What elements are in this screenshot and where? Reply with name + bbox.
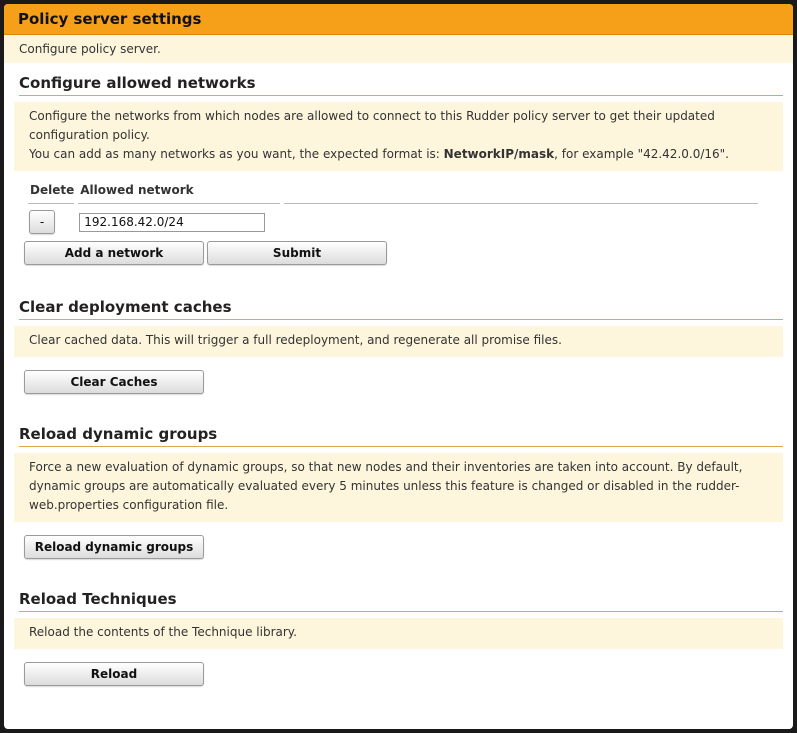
delete-cell	[28, 204, 74, 235]
col-delete: Delete	[28, 179, 74, 204]
network-cell	[78, 204, 280, 235]
groups-heading: Reload dynamic groups	[19, 425, 783, 447]
col-allowed-network: Allowed network	[78, 179, 280, 204]
table-row	[28, 204, 758, 235]
networks-table-header	[28, 179, 758, 204]
reload-techniques-button[interactable]: Reload	[24, 662, 204, 686]
caches-info: Clear cached data. This will trigger a full redeployment, and regenerate all promise files.	[14, 326, 783, 357]
col-spacer	[284, 179, 758, 204]
networks-heading: Configure allowed networks	[19, 74, 783, 96]
delete-network-button[interactable]: -	[29, 210, 55, 234]
network-input[interactable]	[79, 213, 265, 232]
techniques-info: Reload the contents of the Technique library.	[14, 618, 783, 649]
caches-section	[19, 298, 783, 394]
submit-button[interactable]: Submit	[207, 241, 387, 265]
panel-title: Policy server settings	[4, 4, 793, 35]
panel-subtitle: Configure policy server.	[4, 35, 793, 63]
networks-format: NetworkIP/mask	[443, 147, 555, 161]
clear-caches-button[interactable]: Clear Caches	[24, 370, 204, 394]
networks-info-prefix: You can add as many networks as you want, the expected format is:	[29, 147, 444, 161]
networks-info	[14, 102, 783, 171]
policy-server-panel	[4, 4, 793, 729]
techniques-heading: Reload Techniques	[19, 590, 783, 612]
networks-info-line1: Configure the networks from which nodes are allowed to connect to this Rudder policy server to get their updated configuration policy.	[29, 109, 715, 142]
networks-section	[19, 74, 783, 265]
networks-info-line2	[29, 145, 773, 164]
reload-groups-button[interactable]: Reload dynamic groups	[24, 535, 204, 559]
techniques-section	[19, 590, 783, 686]
groups-section	[19, 425, 783, 559]
networks-actions	[24, 241, 783, 265]
add-network-button[interactable]: Add a network	[24, 241, 204, 265]
networks-table	[24, 179, 762, 235]
networks-info-suffix: , for example "42.42.0.0/16".	[554, 147, 729, 161]
groups-info: Force a new evaluation of dynamic groups, so that new nodes and their inventories are taken into account. By default, dynamic groups are automatically evaluated every 5 minutes unless this feature is changed or disabled in the rudder-web.properties configuration file.	[14, 453, 783, 522]
caches-heading: Clear deployment caches	[19, 298, 783, 320]
